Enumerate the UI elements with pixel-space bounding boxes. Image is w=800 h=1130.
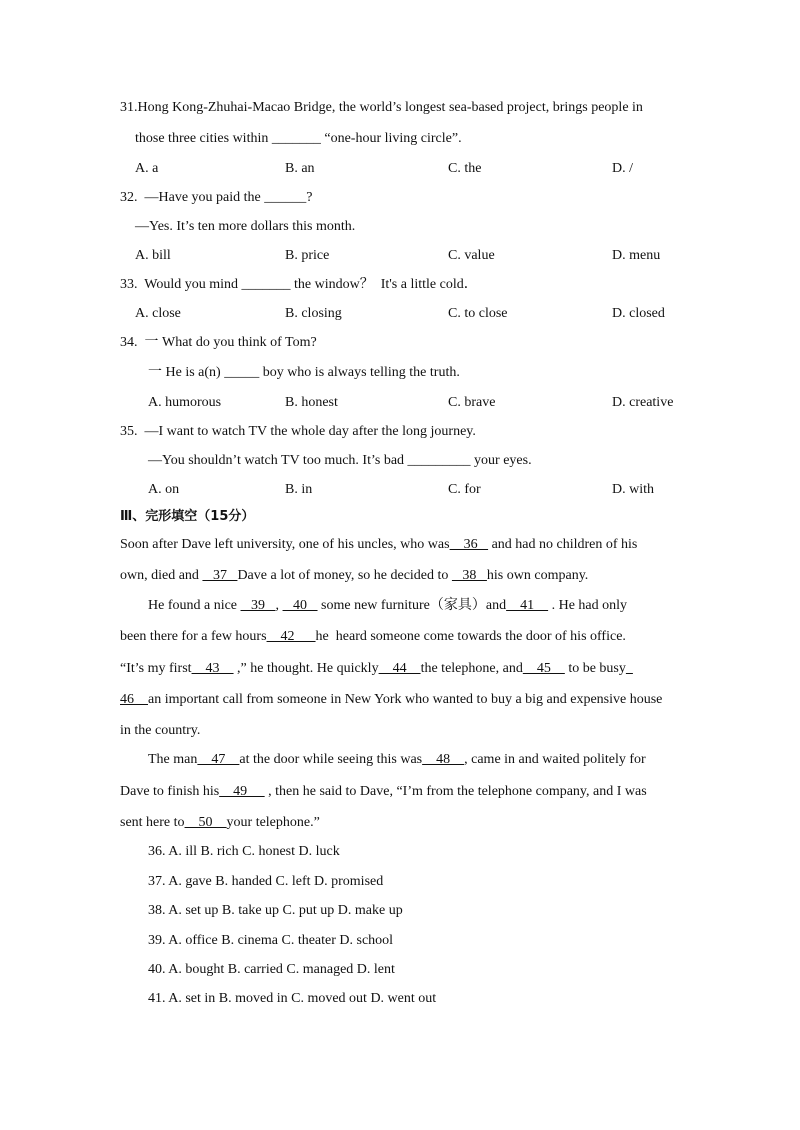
question-31-option-c: C. the (448, 161, 482, 176)
question-33-option-d: D. closed (612, 306, 665, 321)
passage-line (120, 567, 588, 585)
blank-43: 43 (191, 661, 234, 676)
passage-text: he heard someone come towards the door of his office. (315, 629, 626, 644)
blank-41: 41 (506, 598, 549, 613)
passage-text: sent here to (120, 815, 185, 830)
passage-line (120, 814, 320, 832)
passage-text: , (275, 598, 283, 613)
blank-36: 36 (449, 537, 489, 552)
question-31-stem: 31.Hong Kong-Zhuhai-Macao Bridge, the world’s longest sea-based project, brings people in (120, 100, 643, 115)
question-32-option-c: C. value (448, 248, 495, 263)
blank-42: 42 (266, 629, 316, 644)
passage-text: Soon after Dave left university, one of his uncles, who was (120, 537, 450, 552)
question-32-option-d: D. menu (612, 248, 661, 263)
question-31-option-b: B. an (285, 161, 315, 176)
passage-text: and had no children of his (488, 537, 638, 552)
blank-49: 49 (219, 784, 265, 799)
passage-text: The man (148, 752, 198, 767)
passage-text: ,” he thought. He quickly (233, 661, 379, 676)
passage-text: some new furniture（家具）and (317, 598, 507, 613)
passage-text: his own company. (486, 568, 589, 583)
question-35-option-d: D. with (612, 482, 654, 497)
passage-line (120, 691, 662, 709)
question-35-option-c: C. for (448, 482, 481, 497)
passage-line (148, 751, 646, 769)
passage-text: own, died and (120, 568, 203, 583)
blank-39: 39 (240, 598, 276, 613)
blank-44: 44 (378, 661, 421, 676)
blank-48: 48 (422, 752, 465, 767)
question-32-option-b: B. price (285, 248, 330, 263)
question-31-option-a: A. a (135, 161, 159, 176)
blank-38: 38 (451, 568, 487, 583)
passage-text: the telephone, and (420, 661, 523, 676)
question-34-option-d: D. creative (612, 395, 674, 410)
question-33-stem: 33. Would you mind _______ the window？ It's a little cold． (120, 277, 478, 292)
cloze-option-38: 38. A. set up B. take up C. put up D. make up (148, 903, 403, 918)
blank-46-end (134, 692, 148, 707)
question-35-stem-cont: —You shouldn’t watch TV too much. It’s bad _________ your eyes. (148, 453, 532, 468)
passage-text: . He had only (548, 598, 628, 613)
cloze-option-40: 40. A. bought B. carried C. managed D. lent (148, 962, 395, 977)
question-32-stem-cont: —Yes. It’s ten more dollars this month. (135, 219, 356, 234)
blank-40: 40 (282, 598, 318, 613)
question-31-option-d: D. / (612, 161, 633, 176)
passage-text: at the door while seeing this was (239, 752, 423, 767)
passage-text: , then he said to Dave, “I’m from the telephone company, and I was (264, 784, 647, 799)
question-35-stem: 35. —I want to watch TV the whole day after the long journey. (120, 424, 476, 439)
blank-37: 37 (202, 568, 238, 583)
passage-line (120, 783, 647, 801)
passage-text: , came in and waited politely for (464, 752, 646, 767)
blank-47: 47 (197, 752, 240, 767)
passage-line (120, 660, 633, 678)
question-31-stem-cont: those three cities within _______ “one-hour living circle”. (135, 131, 462, 146)
question-34-stem: 34. 一 What do you think of Tom? (120, 335, 317, 350)
passage-text: an important call from someone in New York who wanted to buy a big and expensive house (148, 692, 663, 707)
section-heading: Ⅲ、完形填空（15分） (120, 509, 255, 524)
passage-text: your telephone.” (226, 815, 320, 830)
passage-line (148, 597, 627, 615)
question-34-option-b: B. honest (285, 395, 338, 410)
question-33-option-b: B. closing (285, 306, 342, 321)
blank-46-start (626, 661, 633, 676)
question-34-option-c: C. brave (448, 395, 496, 410)
passage-line: in the country. (120, 723, 201, 738)
passage-text: Dave to finish his (120, 784, 220, 799)
passage-line (120, 628, 626, 646)
passage-text: to be busy (564, 661, 626, 676)
question-33-option-c: C. to close (448, 306, 508, 321)
blank-46: 46 (120, 692, 134, 707)
question-33-option-a: A. close (135, 306, 181, 321)
question-32-option-a: A. bill (135, 248, 171, 263)
question-35-option-a: A. on (148, 482, 180, 497)
blank-45: 45 (522, 661, 565, 676)
question-35-option-b: B. in (285, 482, 313, 497)
cloze-option-37: 37. A. gave B. handed C. left D. promised (148, 874, 384, 889)
passage-text: “It’s my first (120, 661, 192, 676)
blank-50: 50 (184, 815, 227, 830)
passage-text: been there for a few hours (120, 629, 267, 644)
question-34-option-a: A. humorous (148, 395, 222, 410)
passage-text: He found a nice (148, 598, 241, 613)
passage-line (120, 536, 637, 554)
cloze-option-41: 41. A. set in B. moved in C. moved out D. went out (148, 991, 437, 1006)
passage-text: Dave a lot of money, so he decided to (237, 568, 452, 583)
cloze-option-39: 39. A. office B. cinema C. theater D. school (148, 933, 394, 948)
question-32-stem: 32. —Have you paid the ______? (120, 190, 313, 205)
cloze-option-36: 36. A. ill B. rich C. honest D. luck (148, 844, 340, 859)
question-34-stem-cont: 一 He is a(n) _____ boy who is always telling the truth. (148, 365, 460, 380)
